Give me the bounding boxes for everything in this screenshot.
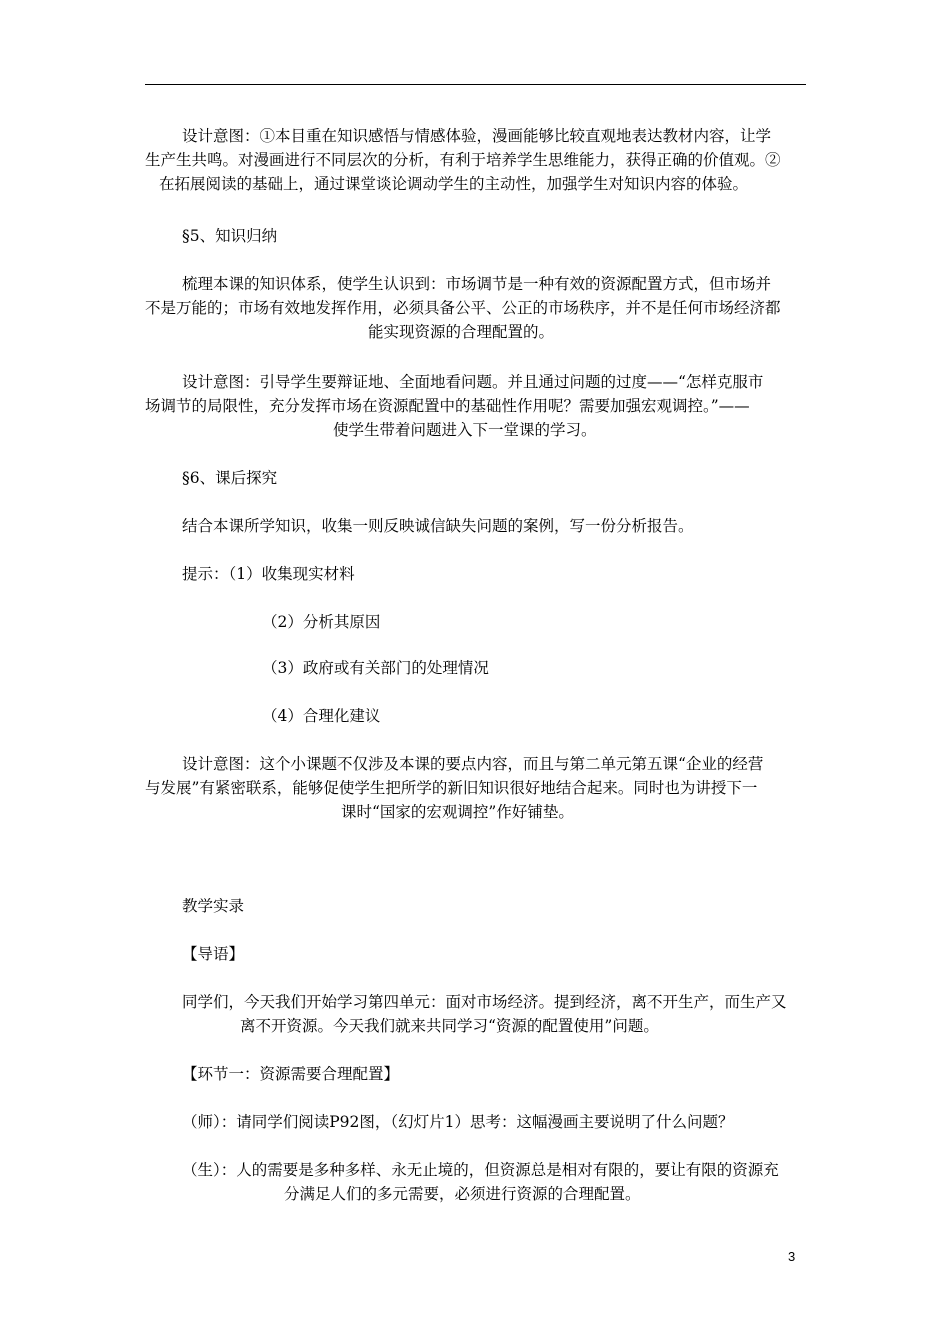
design-intent-2-line3: 使学生带着问题进入下一堂课的学习。 xyxy=(333,421,597,439)
summary-line2: 不是万能的；市场有效地发挥作用，必须具备公平、公正的市场秩序，并不是任何市场经济都 xyxy=(145,299,781,317)
section-5-heading: §5、知识归纳 xyxy=(182,227,278,245)
intro-line1: 同学们，今天我们开始学习第四单元：面对市场经济。提到经济，离不开生产，而生产又 xyxy=(182,993,787,1011)
student-answer-line1: （生）：人的需要是多种多样、永无止境的，但资源总是相对有限的，要让有限的资源充 xyxy=(182,1161,779,1179)
teacher-question: （师）：请同学们阅读P92图，（幻灯片1）思考：这幅漫画主要说明了什么问题？ xyxy=(182,1113,734,1131)
hint-item-2: （2）分析其原因 xyxy=(262,613,381,631)
summary-line3: 能实现资源的合理配置的。 xyxy=(368,323,555,341)
section-6-heading: §6、课后探究 xyxy=(182,469,278,487)
design-intent-3-line2: 与发展”有紧密联系，能够促使学生把所学的新旧知识很好地结合起来。同时也为讲授下一 xyxy=(145,779,758,797)
design-intent-3-line3: 课时“国家的宏观调控”作好铺垫。 xyxy=(341,803,574,821)
design-intent-1-line3: 在拓展阅读的基础上，通过课堂谈论调动学生的主动性，加强学生对知识内容的体验。 xyxy=(159,175,749,193)
hint-item-4: （4）合理化建议 xyxy=(262,707,381,725)
design-intent-2-line2: 场调节的局限性，充分发挥市场在资源配置中的基础性作用呢？需要加强宏观调控。”—— xyxy=(145,397,750,415)
teaching-record-title: 教学实录 xyxy=(182,897,245,915)
student-answer-line2: 分满足人们的多元需要，必须进行资源的合理配置。 xyxy=(284,1185,641,1203)
design-intent-1-line1: 设计意图：①本目重在知识感悟与情感体验，漫画能够比较直观地表达教材内容，让学 xyxy=(182,127,772,145)
homework-text: 结合本课所学知识，收集一则反映诚信缺失问题的案例，写一份分析报告。 xyxy=(182,517,694,535)
design-intent-1-line2: 生产生共鸣。对漫画进行不同层次的分析，有利于培养学生思维能力，获得正确的价值观。② xyxy=(145,151,781,169)
design-intent-2-line1: 设计意图：引导学生要辩证地、全面地看问题。并且通过问题的过度——“怎样克服市 xyxy=(182,373,764,391)
summary-line1: 梳理本课的知识体系，使学生认识到：市场调节是一种有效的资源配置方式，但市场并 xyxy=(182,275,772,293)
hint-item-1: 提示：（1）收集现实材料 xyxy=(182,565,355,583)
intro-heading: 【导语】 xyxy=(182,945,245,963)
design-intent-3-line1: 设计意图：这个小课题不仅涉及本课的要点内容，而且与第二单元第五课“企业的经营 xyxy=(182,755,764,773)
page-number: 3 xyxy=(788,1249,796,1264)
intro-line2: 离不开资源。今天我们就来共同学习“资源的配置使用”问题。 xyxy=(240,1017,659,1035)
segment-1-heading: 【环节一：资源需要合理配置】 xyxy=(182,1065,400,1083)
header-rule xyxy=(145,84,806,85)
hint-item-3: （3）政府或有关部门的处理情况 xyxy=(262,659,489,677)
